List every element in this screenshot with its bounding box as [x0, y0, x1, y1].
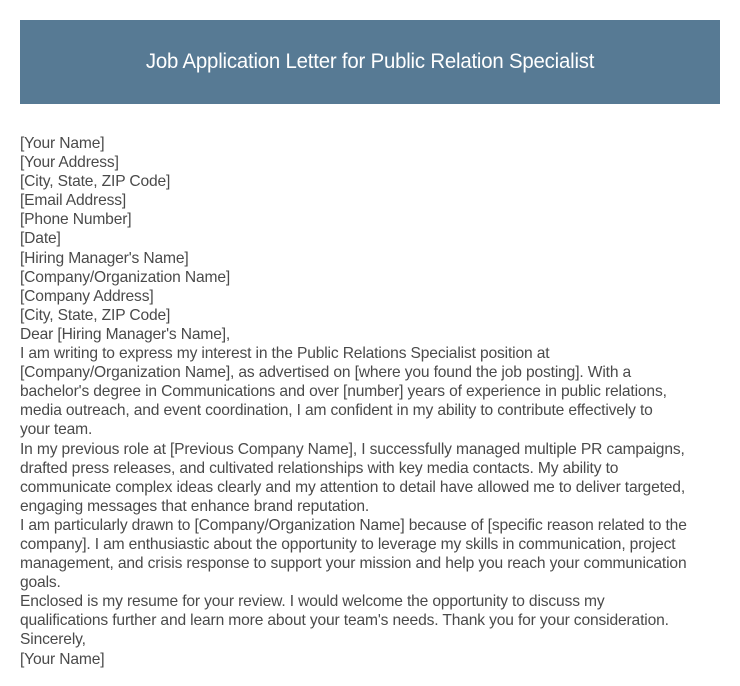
letter-body [20, 134, 725, 669]
paragraph-line: I am particularly drawn to [Company/Organization Name] because of [specific reason related to the [20, 516, 687, 534]
paragraph-line: communicate complex ideas clearly and my attention to detail have allowed me to deliver targeted, [20, 478, 686, 496]
sender-name: [Your Name] [20, 135, 105, 152]
paragraph-line: company]. I am enthusiastic about the opportunity to leverage my skills in communication, project [20, 535, 676, 553]
document-header [20, 20, 720, 104]
sender-phone: [Phone Number] [20, 211, 132, 229]
paragraph-intro [20, 344, 725, 439]
recipient-city-state-zip: [City, State, ZIP Code] [20, 306, 171, 324]
paragraph-line: your team. [20, 421, 93, 439]
sender-email: [Email Address] [20, 192, 127, 210]
paragraph-line: qualifications further and learn more about your team's needs. Thank you for your consideration. [20, 612, 669, 630]
letter-date: [Date] [20, 230, 61, 248]
paragraph-motivation [20, 516, 725, 592]
paragraph-line: In my previous role at [Previous Company Name], I successfully managed multiple PR campaigns, [20, 440, 685, 458]
paragraph-line: [Company/Organization Name], as advertised on [where you found the job posting]. With a [20, 364, 632, 382]
recipient-block [20, 249, 725, 325]
signature: [Your Name] [20, 650, 105, 668]
paragraph-line: bachelor's degree in Communications and over [number] years of experience in public relations, [20, 383, 667, 401]
recipient-name: [Hiring Manager's Name] [20, 249, 189, 267]
closing: Sincerely, [20, 631, 86, 649]
paragraph-experience [20, 440, 725, 516]
paragraph-line: I am writing to express my interest in the Public Relations Specialist position at [20, 345, 550, 363]
paragraph-line: engaging messages that enhance brand reputation. [20, 497, 370, 515]
sender-address: [Your Address] [20, 154, 119, 172]
sender-city-state-zip: [City, State, ZIP Code] [20, 173, 171, 191]
sender-block [20, 134, 725, 229]
recipient-address: [Company Address] [20, 287, 154, 305]
paragraph-line: goals. [20, 574, 61, 592]
recipient-company: [Company/Organization Name] [20, 268, 231, 286]
salutation: Dear [Hiring Manager's Name], [20, 325, 231, 343]
paragraph-closing [20, 592, 725, 630]
page-title: Job Application Letter for Public Relation Specialist [145, 50, 595, 73]
paragraph-line: drafted press releases, and cultivated relationships with key media contacts. My ability to [20, 459, 619, 477]
paragraph-line: media outreach, and event coordination, I am confident in my ability to contribute effectively to [20, 402, 653, 420]
paragraph-line: management, and crisis response to support your mission and help you reach your communication [20, 555, 687, 573]
paragraph-line: Enclosed is my resume for your review. I would welcome the opportunity to discuss my [20, 593, 605, 611]
